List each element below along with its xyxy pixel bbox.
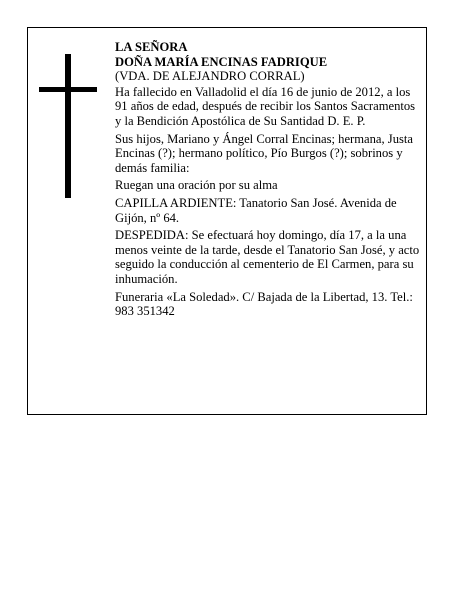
chapel-info: CAPILLA ARDIENTE: Tanatorio San José. Avenida de Gijón, nº 64. [115, 195, 397, 225]
family-members: Sus hijos, Mariano y Ángel Corral Encinas; hermana, Justa Encinas (?); hermano político, Pío Burgos (?); sobrinos y demás familia: [115, 131, 413, 175]
obituary-notice [27, 27, 427, 415]
farewell-info: DESPEDIDA: Se efectuará hoy domingo, día 17, a la una menos veinte de la tarde, desde el Tanatorio San José, y acto seguido la conducción al cementerio de El Carmen, para su inhumación. [115, 228, 420, 286]
cross-vertical-bar [65, 54, 71, 198]
notice-title-line-1: LA SEÑORA [115, 40, 188, 54]
cross-icon [39, 54, 97, 198]
widow-of-line: (VDA. DE ALEJANDRO CORRAL) [115, 69, 305, 84]
death-announcement: Ha fallecido en Valladolid el día 16 de junio de 2012, a los 91 años de edad, después de recibir los Santos Sacramentos y la Bendición Apostólica de Su Santidad D. E. P. [115, 84, 416, 128]
cross-horizontal-bar [39, 87, 97, 92]
notice-text [115, 40, 421, 322]
prayer-request: Ruegan una oración por su alma [115, 178, 278, 193]
deceased-name: DOÑA MARÍA ENCINAS FADRIQUE [115, 54, 328, 69]
funeral-home-info: Funeraria «La Soledad». C/ Bajada de la Libertad, 13. Tel.: 983 351342 [115, 289, 413, 319]
